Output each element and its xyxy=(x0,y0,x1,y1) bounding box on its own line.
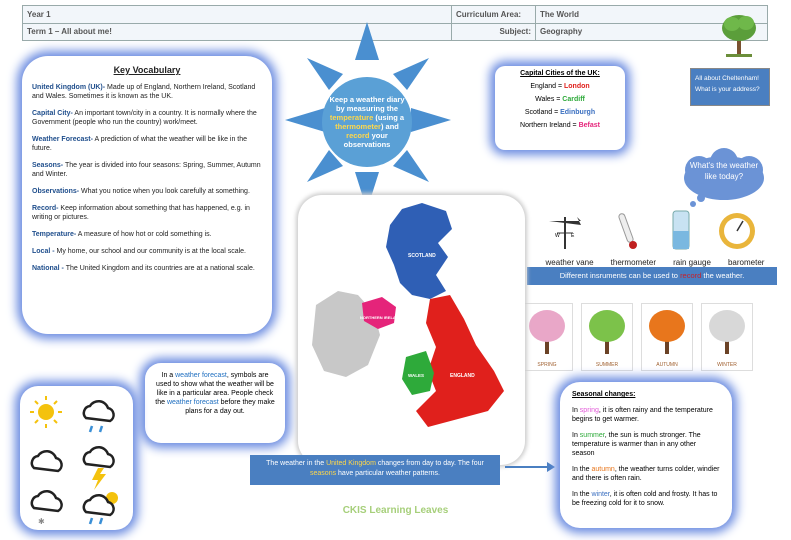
instrument-label: thermometer xyxy=(610,258,656,267)
country-name: Northern Ireland = xyxy=(520,122,579,129)
vocab-item xyxy=(32,161,262,179)
vocab-definition: What you notice when you look carefully at something. xyxy=(79,188,250,195)
subject-label: Subject: xyxy=(452,23,536,41)
svg-text:W: W xyxy=(555,233,560,239)
capital-cities-panel xyxy=(495,66,625,150)
country-name: Wales = xyxy=(535,96,563,103)
weather-forecast-panel: In a weather forecast, symbols are used to show what the weather will be like in a particular area. People check the weather forecast before they make plans for a day out. xyxy=(145,363,285,443)
label-england: ENGLAND xyxy=(450,373,475,379)
rain-cloud-icon xyxy=(84,401,114,432)
footer-brand: CKIS Learning Leaves xyxy=(342,505,449,516)
seasonal-title: Seasonal changes: xyxy=(572,391,636,398)
season-label: WINTER xyxy=(717,362,737,368)
vocab-definition: My home, our school and our community is at the local scale. xyxy=(54,248,246,255)
label-wales: WALES xyxy=(408,373,425,378)
vocab-definition: Keep information about something that has happened, e.g. in writing or pictures. xyxy=(32,205,250,221)
season-tree-card xyxy=(581,303,633,371)
vocab-definition: A measure of how hot or cold something is. xyxy=(76,231,212,238)
season-name: spring xyxy=(579,407,599,414)
year-cell: Year 1 xyxy=(23,6,452,24)
vocab-definition: The year is divided into four seasons: Spring, Summer, Autumn and Winter. xyxy=(32,162,261,178)
capital-row xyxy=(499,109,621,116)
label-northern-ireland: NORTHERN IRELAND xyxy=(360,315,402,320)
vocab-term: United Kingdom (UK)- xyxy=(32,84,106,91)
country-name: England = xyxy=(530,83,564,90)
area-label: Curriculum Area: xyxy=(452,6,536,24)
svg-text:E: E xyxy=(571,233,575,239)
vocab-item xyxy=(32,230,262,239)
vocab-term: National - xyxy=(32,265,64,272)
vocab-item xyxy=(32,109,262,127)
vocab-item xyxy=(32,135,262,153)
weather-diary-sun: Keep a weather diary by measuring the temperature (using a thermometer) and record your observations xyxy=(322,77,412,167)
tree-icon xyxy=(522,304,572,360)
scotland-shape xyxy=(386,203,452,299)
season-item: In summer, the sun is much stronger. The temperature is warmer than in any other season xyxy=(572,432,701,457)
vocab-term: Observations- xyxy=(32,188,80,195)
vocab-title: Key Vocabulary xyxy=(113,65,181,75)
term-cell: Term 1 – All about me! xyxy=(23,23,452,41)
svg-text:✱: ✱ xyxy=(38,517,45,526)
vocab-list xyxy=(32,83,262,273)
season-tree-card xyxy=(701,303,753,371)
tree-icon xyxy=(702,304,752,360)
tree-icon xyxy=(642,304,692,360)
capitals-title: Capital Cities of the UK: xyxy=(520,70,600,77)
season-tree-card xyxy=(521,303,573,371)
season-item: In spring, it is often rainy and the temperature begins to get warmer. xyxy=(572,407,713,423)
instruments-panel xyxy=(537,207,773,267)
season-name: winter xyxy=(591,491,610,498)
season-name: summer xyxy=(579,432,605,439)
vocab-term: Local - xyxy=(32,248,55,255)
area-value: The World xyxy=(536,6,768,24)
season-item: In the autumn, the weather turns colder, windier and there is often rain. xyxy=(572,466,720,482)
vocab-definition: A prediction of what the weather will be like in the future. xyxy=(32,136,248,152)
label-scotland: SCOTLAND xyxy=(408,253,436,259)
vocab-term: Seasons- xyxy=(32,162,64,169)
capital-name: Befast xyxy=(578,122,600,129)
vocab-item xyxy=(32,187,262,196)
sun-icon xyxy=(30,396,62,428)
cloud-text: What's the weather like today? xyxy=(689,161,759,181)
vocab-item xyxy=(32,247,262,256)
tree-logo-icon xyxy=(718,10,760,58)
uk-weather-note: The weather in the United Kingdom changes from day to day. The four seasons have particular weather patterns. xyxy=(250,455,500,485)
instruments-caption: Different insruments can be used to record the weather. xyxy=(527,267,777,285)
capital-row xyxy=(499,96,621,103)
vocab-item xyxy=(32,204,262,222)
vocab-term: Weather Forecast- xyxy=(32,136,93,143)
weather-vane-icon xyxy=(549,217,581,249)
address-question: What is your address? xyxy=(695,86,760,93)
season-label: SUMMER xyxy=(595,362,619,368)
vocabulary-panel xyxy=(22,56,272,334)
instrument-label: barometer xyxy=(727,258,765,267)
instrument-label: rain gauge xyxy=(673,258,711,267)
season-item: In the winter, it is often cold and frosty. It has to be freezing cold for it to snow. xyxy=(572,491,718,507)
uk-map xyxy=(298,195,525,465)
subject-value: Geography xyxy=(536,23,768,41)
vocab-item xyxy=(32,83,262,101)
uk-map-panel xyxy=(298,195,525,465)
capital-name: London xyxy=(564,83,590,90)
country-name: Scotland = xyxy=(524,109,561,116)
cheltenham-box xyxy=(690,68,770,106)
capital-row xyxy=(499,122,621,129)
cheltenham-title: All about Cheltenham! xyxy=(695,75,759,82)
barometer-icon xyxy=(719,213,755,249)
tree-icon xyxy=(582,304,632,360)
instrument-label: weather vane xyxy=(545,258,594,267)
rain-gauge-icon xyxy=(673,211,689,249)
capital-name: Edinburgh xyxy=(560,109,596,116)
vocab-term: Temperature- xyxy=(32,231,77,238)
capital-row xyxy=(499,83,621,90)
vocab-term: Capital City- xyxy=(32,110,73,117)
season-label: AUTUMN xyxy=(656,362,678,368)
vocab-definition: Made up of England, Northern Ireland, Scotland and Wales. Sometimes it is known as the UK. xyxy=(32,84,256,100)
thermometer-icon xyxy=(618,213,637,249)
arrow-icon xyxy=(505,462,555,472)
storm-icon xyxy=(84,447,114,490)
vocab-term: Record- xyxy=(32,205,59,212)
vocab-item xyxy=(32,264,262,273)
season-name: autumn xyxy=(591,466,615,473)
season-label: SPRING xyxy=(537,362,557,368)
cloud-icon xyxy=(32,451,62,471)
vocab-definition: An important town/city in a country. It is normally where the Government (people who run the country) work/meet. xyxy=(32,110,257,126)
capital-name: Cardiff xyxy=(562,96,585,103)
instrument-icons xyxy=(537,207,773,253)
season-tree-card xyxy=(641,303,693,371)
vocab-definition: The United Kingdom and its countries are at a national scale. xyxy=(63,265,255,272)
